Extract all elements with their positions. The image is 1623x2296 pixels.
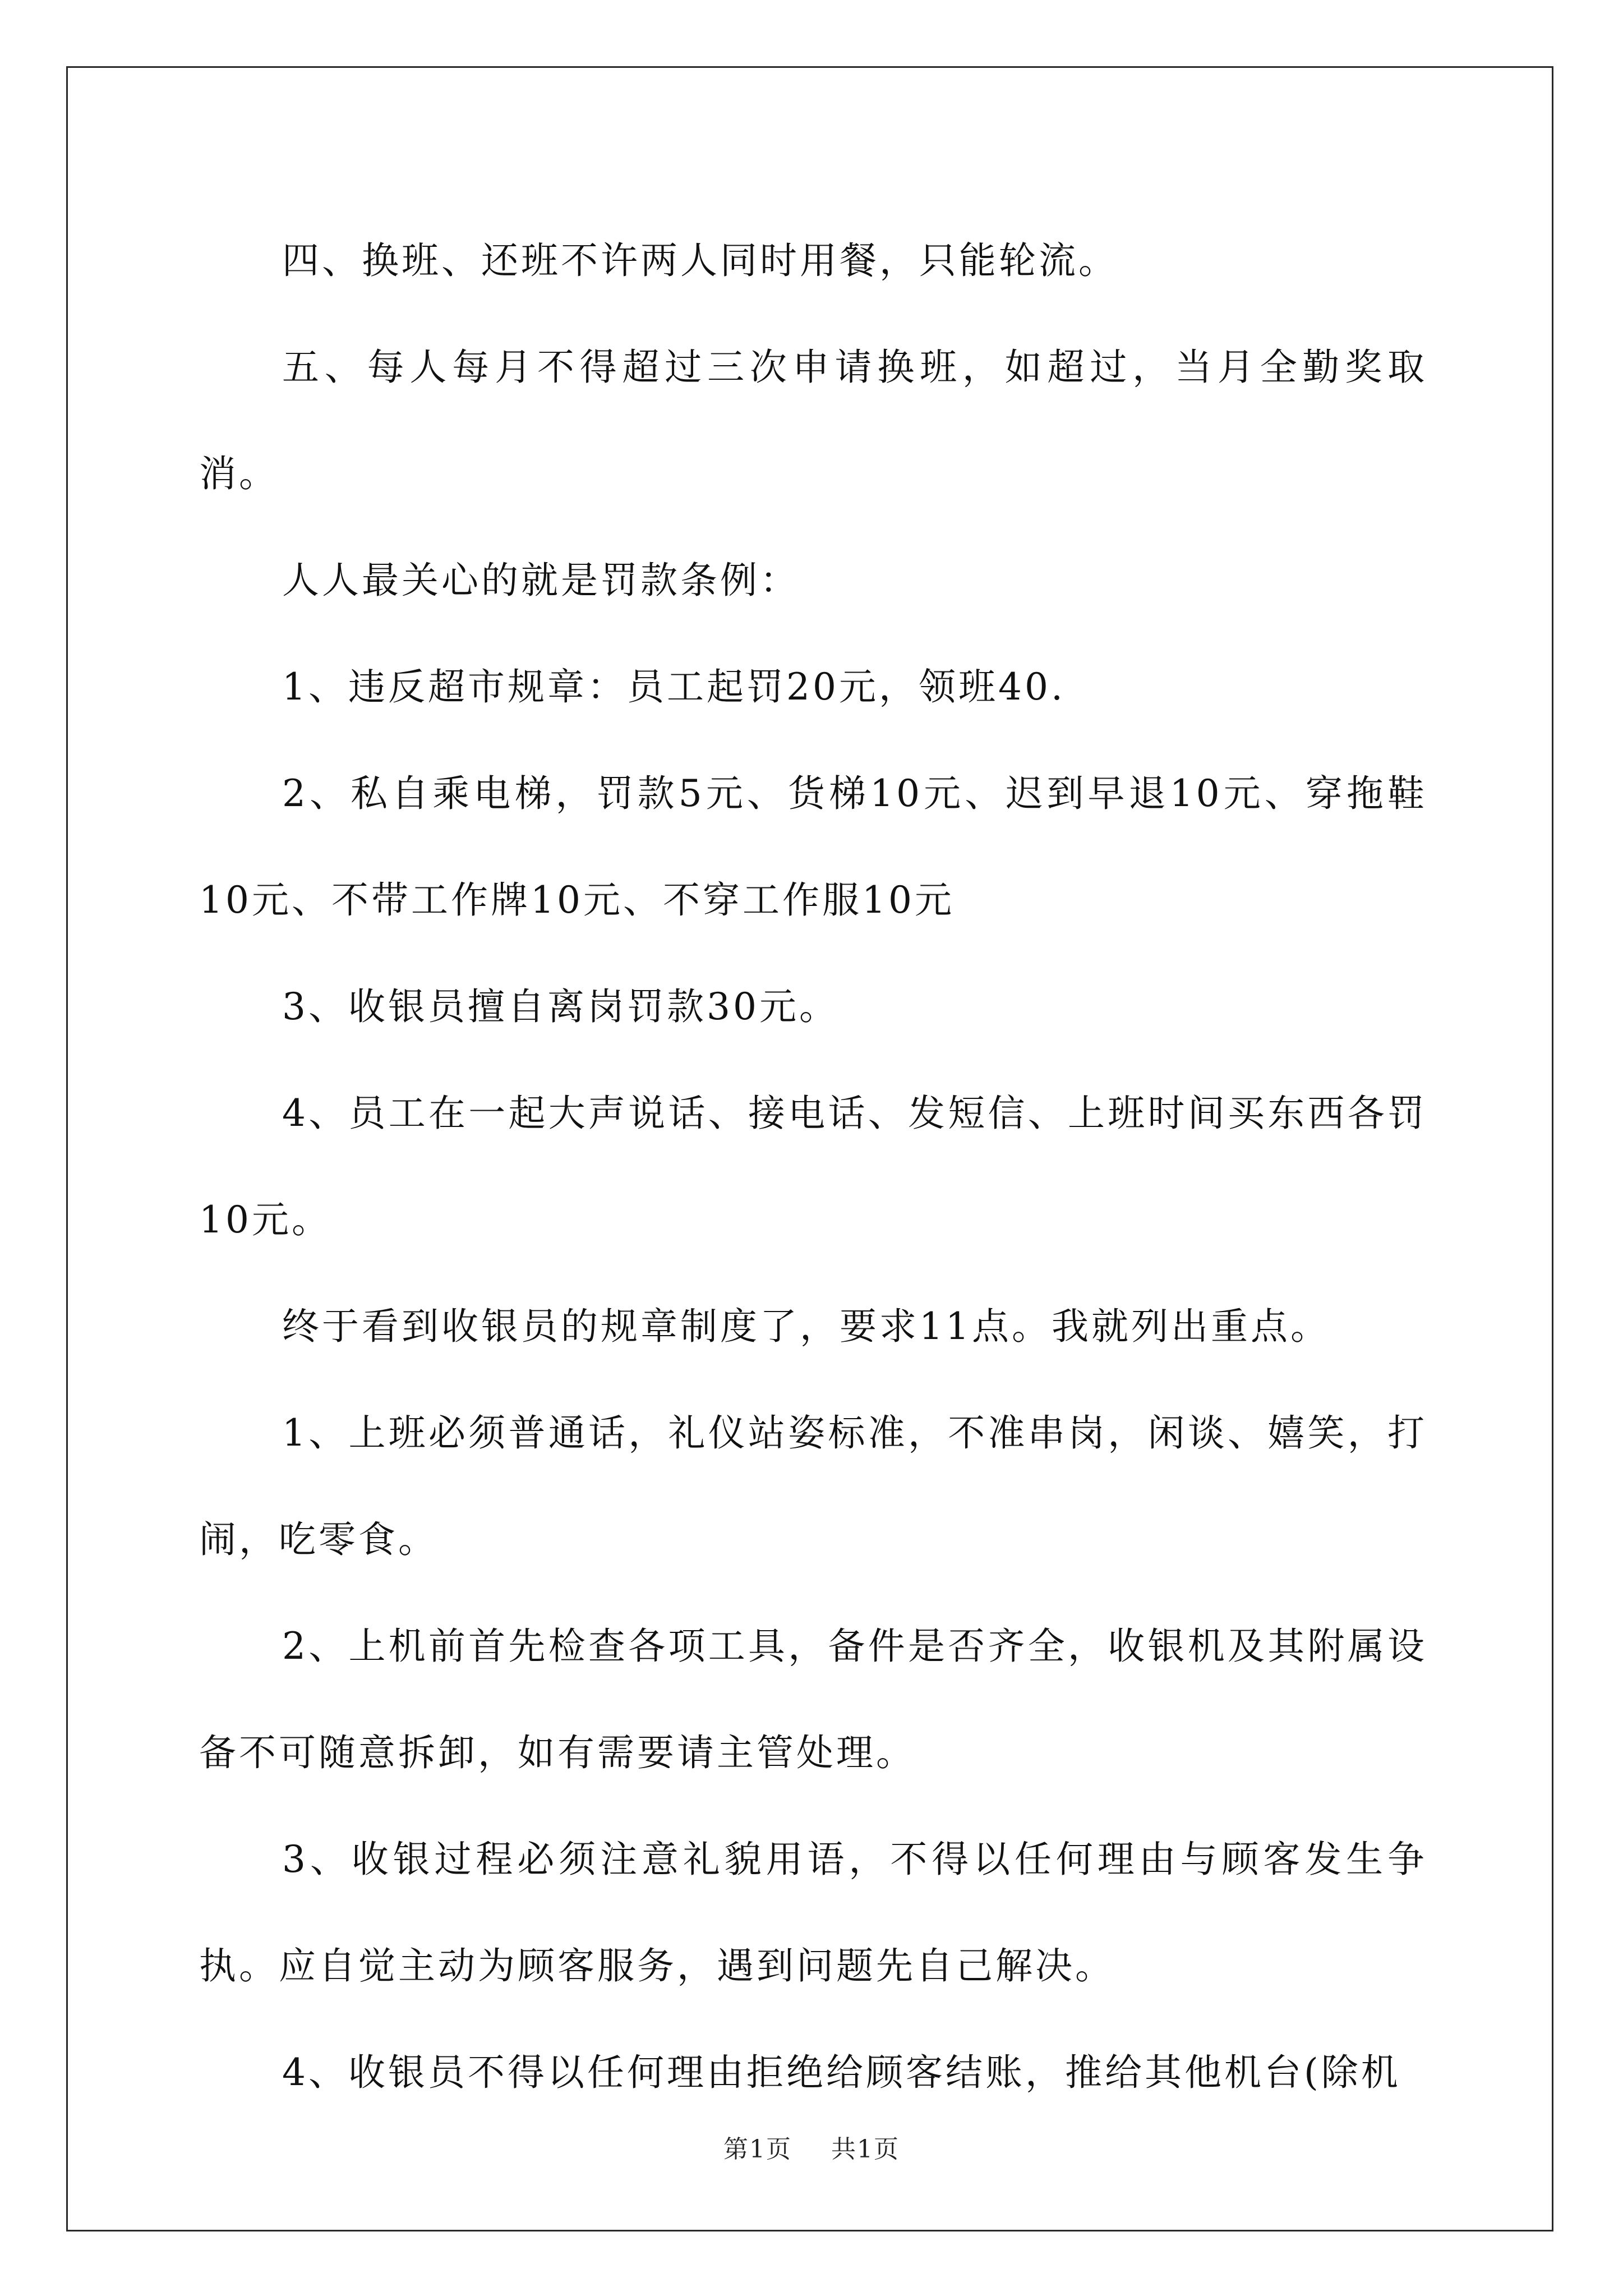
paragraph-4: 1、违反超市规章：员工起罚20元，领班40. [282, 665, 1066, 708]
paragraph-6: 3、收银员擅自离岗罚款30元。 [282, 985, 839, 1028]
paragraph-10: 2、上机前首先检查各项工具，备件是否齐全，收银机及其附属设备不可随意拆卸，如有需要请主管处理。 [199, 1625, 1427, 1774]
paragraph-8: 终于看到收银员的规章制度了，要求11点。我就列出重点。 [282, 1305, 1330, 1348]
paragraph-2: 五、每人每月不得超过三次申请换班，如超过，当月全勤奖取消。 [199, 346, 1427, 495]
paragraph-7: 4、员工在一起大声说话、接电话、发短信、上班时间买东西各罚10元。 [199, 1092, 1427, 1241]
page-total-label: 共1页 [831, 2135, 900, 2164]
paragraph-1: 四、换班、还班不许两人同时用餐，只能轮流。 [282, 239, 1118, 282]
paragraph-11: 3、收银过程必须注意礼貌用语，不得以任何理由与顾客发生争执。应自觉主动为顾客服务，遇到问题先自己解决。 [199, 1838, 1427, 1987]
document-body [199, 208, 1427, 2126]
page-footer [0, 2129, 1623, 2165]
paragraph-12: 4、收银员不得以任何理由拒绝给顾客结账，推给其他机台(除机 [282, 2051, 1401, 2094]
paragraph-3: 人人最关心的就是罚款条例： [282, 559, 800, 602]
paragraph-5: 2、私自乘电梯，罚款5元、货梯10元、迟到早退10元、穿拖鞋10元、不带工作牌10元、不穿工作服10元 [199, 772, 1427, 922]
paragraph-9: 1、上班必须普通话，礼仪站姿标准，不准串岗，闲谈、嬉笑，打闹，吃零食。 [199, 1411, 1427, 1561]
page-current-label: 第1页 [723, 2135, 792, 2164]
